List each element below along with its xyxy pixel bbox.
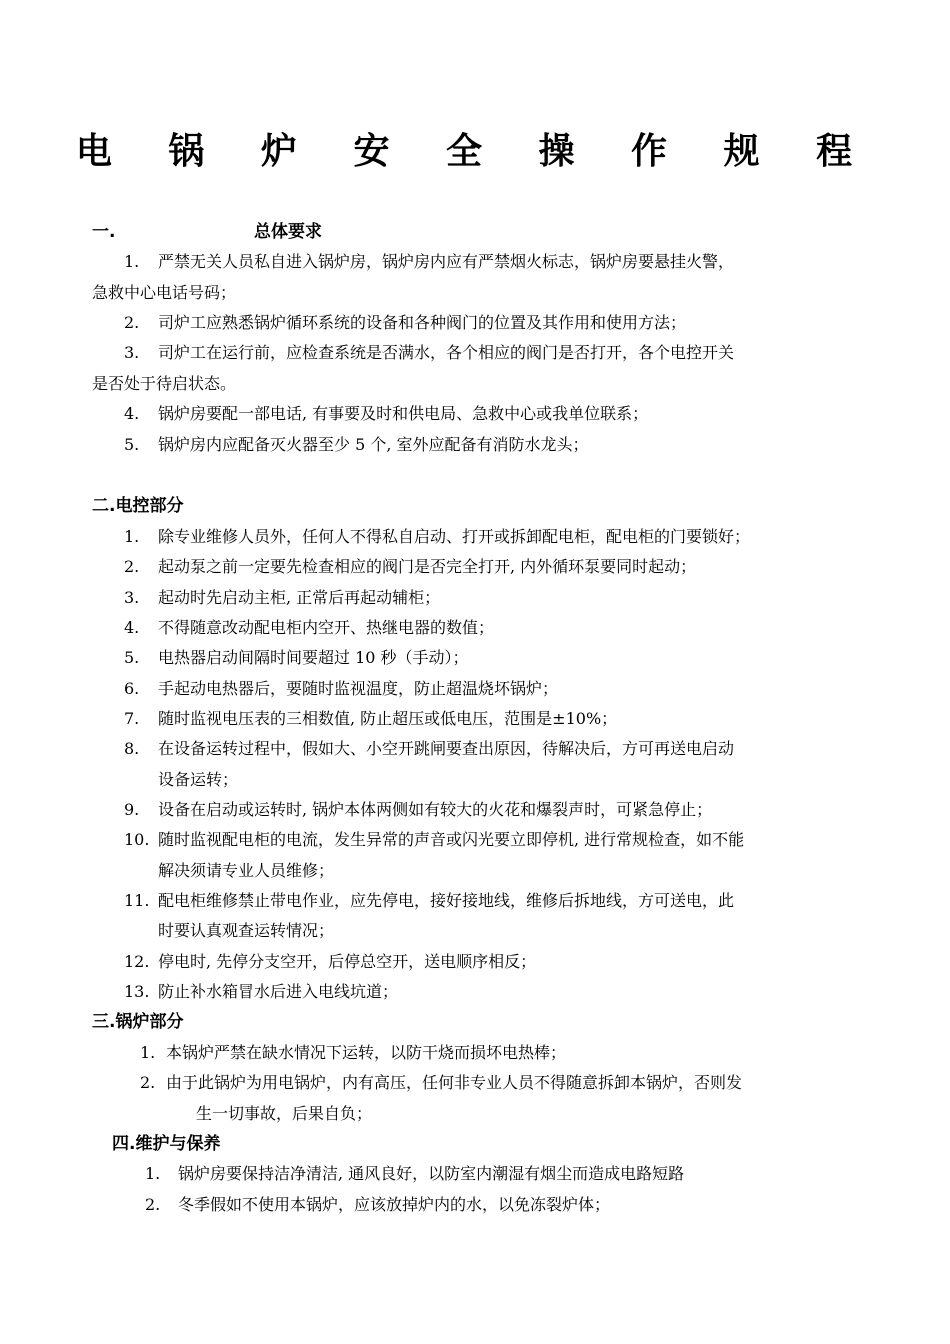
section-1-number: 一. — [92, 222, 116, 242]
s2-item-8-line-1: 在设备运转过程中，假如大、小空开跳闸要查出原因，待解决后，方可再送电启动 — [158, 739, 735, 758]
s3-item-1-number: 1. — [140, 1043, 156, 1062]
s2-item-8-line-2: 设备运转； — [158, 770, 239, 789]
s1-item-3-line-1: 司炉工在运行前，应检查系统是否满水，各个相应的阀门是否打开，各个电控开关 — [158, 343, 735, 362]
s2-item-7-line-1: 随时监视电压表的三相数值, 防止超压或低电压，范围是±10%； — [158, 709, 618, 728]
s2-item-10-number: 10. — [124, 830, 150, 849]
section-1-heading — [92, 220, 322, 244]
s1-item-4-number: 4. — [124, 404, 140, 423]
s1-item-5-line-1: 锅炉房内应配备灭火器至少 5 个, 室外应配备有消防水龙头； — [158, 435, 589, 454]
section-2-heading — [92, 494, 183, 518]
document-title: 电 锅 炉 安 全 操 作 规 程 — [75, 131, 875, 172]
s3-item-1-line-1: 本锅炉严禁在缺水情况下运转，以防干烧而损坏电热棒； — [166, 1043, 567, 1062]
s2-item-4-line-1: 不得随意改动配电柜内空开、热继电器的数值； — [158, 618, 495, 637]
s1-item-1-line-1: 严禁无关人员私自进入锅炉房，锅炉房内应有严禁烟火标志，锅炉房要悬挂火警， — [158, 252, 735, 271]
s2-item-13-line-1: 防止补水箱冒水后进入电线坑道； — [158, 982, 399, 1001]
s2-item-13-number: 13. — [124, 982, 150, 1001]
s2-item-3-number: 3. — [124, 588, 140, 607]
section-3-title: 锅炉部分 — [115, 1012, 184, 1032]
section-1-title: 总体要求 — [254, 222, 322, 242]
s4-item-2-line-1: 冬季假如不使用本锅炉，应该放掉炉内的水，以免冻裂炉体； — [178, 1195, 611, 1214]
s2-item-4-number: 4. — [124, 618, 140, 637]
s2-item-5-number: 5. — [124, 648, 140, 667]
s2-item-1-number: 1. — [124, 527, 140, 546]
section-2-number: 二. — [92, 496, 116, 516]
section-2-title: 电控部分 — [115, 496, 184, 516]
s2-item-9-number: 9. — [124, 800, 140, 819]
s1-item-2-line-1: 司炉工应熟悉锅炉循环系统的设备和各种阀门的位置及其作用和使用方法； — [158, 313, 687, 332]
section-3-number: 三. — [92, 1012, 116, 1032]
s2-item-2-line-1: 起动泵之前一定要先检查相应的阀门是否完全打开, 内外循环泵要同时起动； — [158, 557, 697, 576]
s2-item-9-line-1: 设备在启动或运转时, 锅炉本体两侧如有较大的火花和爆裂声时，可紧急停止； — [158, 800, 713, 819]
s4-item-1-line-1: 锅炉房要保持洁净清洁, 通风良好，以防室内潮湿有烟尘而造成电路短路 — [178, 1164, 685, 1183]
s3-item-2-line-1: 由于此锅炉为用电锅炉，内有高压，任何非专业人员不得随意拆卸本锅炉，否则发 — [166, 1073, 743, 1092]
s2-item-5-line-1: 电热器启动间隔时间要超过 10 秒（手动）； — [158, 648, 469, 667]
section-4-number: 四. — [112, 1134, 136, 1154]
s1-item-1-line-2: 急救中心电话号码； — [92, 283, 237, 302]
s4-item-2-number: 2. — [145, 1195, 161, 1214]
s3-item-2-line-2: 生一切事故，后果自负； — [196, 1104, 373, 1123]
section-3-heading — [92, 1010, 183, 1034]
s1-item-3-number: 3. — [124, 343, 140, 362]
s2-item-12-number: 12. — [124, 952, 150, 971]
s2-item-11-number: 11. — [124, 891, 150, 910]
s2-item-1-line-1: 除专业维修人员外，任何人不得私自启动、打开或拆卸配电柜，配电柜的门要锁好； — [158, 527, 751, 546]
s2-item-8-number: 8. — [124, 739, 140, 758]
s1-item-2-number: 2. — [124, 313, 140, 332]
section-4-title: 维护与保养 — [135, 1134, 221, 1154]
s1-item-4-line-1: 锅炉房要配一部电话, 有事要及时和供电局、急救中心或我单位联系； — [158, 404, 649, 423]
s1-item-1-number: 1. — [124, 252, 140, 271]
s2-item-6-number: 6. — [124, 679, 140, 698]
s2-item-10-line-2: 解决须请专业人员维修； — [158, 861, 335, 880]
s2-item-7-number: 7. — [124, 709, 140, 728]
s2-item-6-line-1: 手起动电热器后，要随时监视温度，防止超温烧坏锅炉； — [158, 679, 559, 698]
s2-item-2-number: 2. — [124, 557, 140, 576]
section-4-heading — [112, 1132, 220, 1156]
s3-item-2-number: 2. — [140, 1073, 156, 1092]
s2-item-11-line-2: 时要认真观查运转情况； — [158, 921, 335, 940]
s4-item-1-number: 1. — [145, 1164, 161, 1183]
s2-item-12-line-1: 停电时, 先停分支空开，后停总空开，送电顺序相反； — [158, 952, 537, 971]
s2-item-10-line-1: 随时监视配电柜的电流，发生异常的声音或闪光要立即停机, 进行常规检查，如不能 — [158, 830, 745, 849]
s1-item-5-number: 5. — [124, 435, 140, 454]
s2-item-11-line-1: 配电柜维修禁止带电作业，应先停电，接好接地线，维修后拆地线，方可送电，此 — [158, 891, 735, 910]
s2-item-3-line-1: 起动时先启动主柜, 正常后再起动辅柜； — [158, 588, 441, 607]
s1-item-3-line-2: 是否处于待启状态。 — [92, 374, 237, 393]
